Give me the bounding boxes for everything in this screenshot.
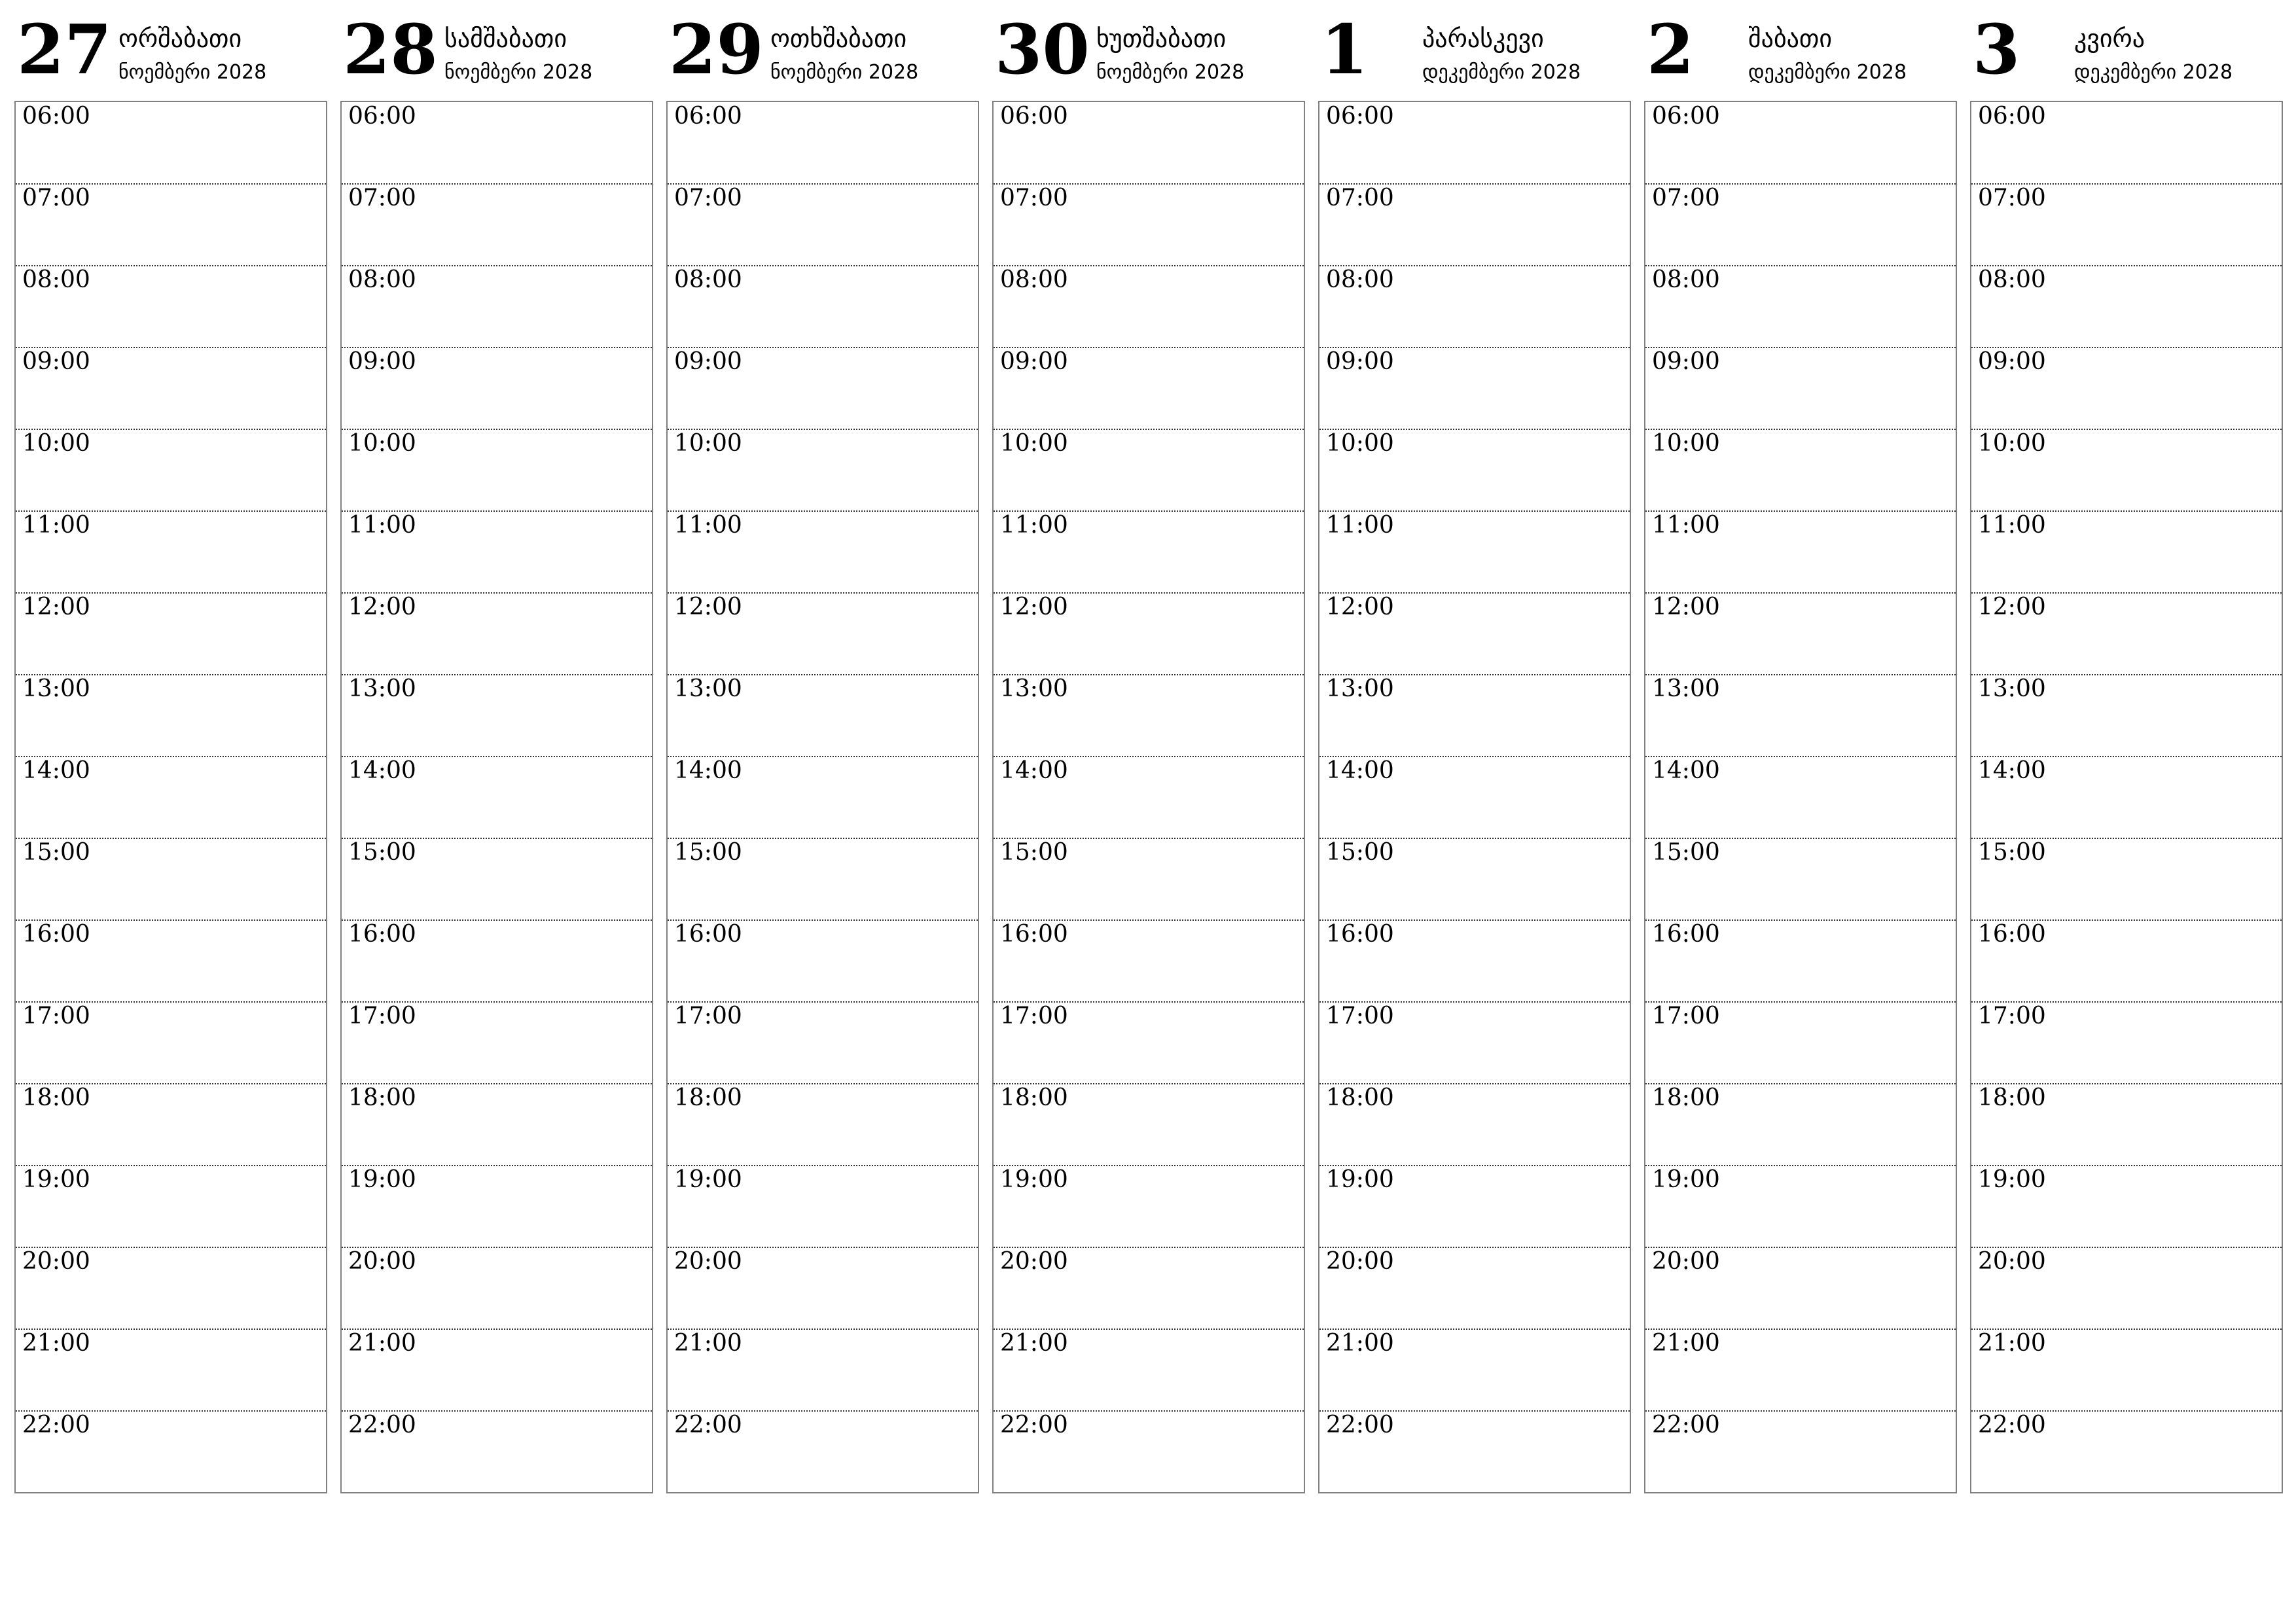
time-label: 12:00 bbox=[1652, 594, 1720, 620]
day-number: 27 bbox=[17, 9, 112, 90]
time-slot[interactable] bbox=[1645, 1002, 1956, 1084]
time-slot[interactable] bbox=[342, 1329, 652, 1412]
time-label: 11:00 bbox=[1978, 512, 2046, 539]
time-label: 06:00 bbox=[674, 103, 742, 130]
time-label: 14:00 bbox=[1978, 757, 2046, 784]
day-number: 2 bbox=[1647, 9, 1695, 90]
time-slot[interactable] bbox=[1971, 1247, 2282, 1330]
time-label: 20:00 bbox=[1978, 1248, 2046, 1275]
time-label: 07:00 bbox=[674, 185, 742, 211]
time-label: 08:00 bbox=[348, 266, 416, 293]
time-label: 10:00 bbox=[1978, 430, 2046, 457]
day-header bbox=[1318, 0, 1631, 98]
time-slot[interactable] bbox=[994, 511, 1304, 594]
time-label: 21:00 bbox=[674, 1330, 742, 1357]
time-slot[interactable] bbox=[1645, 1329, 1956, 1412]
time-label: 11:00 bbox=[1326, 512, 1394, 539]
time-label: 09:00 bbox=[1652, 348, 1720, 375]
time-label: 15:00 bbox=[674, 839, 742, 866]
time-label: 06:00 bbox=[22, 103, 90, 130]
time-slot[interactable] bbox=[342, 838, 652, 921]
time-label: 13:00 bbox=[348, 675, 416, 702]
time-label: 20:00 bbox=[22, 1248, 90, 1275]
time-slot[interactable] bbox=[994, 757, 1304, 839]
time-label: 06:00 bbox=[348, 103, 416, 130]
time-label: 12:00 bbox=[1326, 594, 1394, 620]
time-label: 22:00 bbox=[1326, 1412, 1394, 1438]
time-slot[interactable] bbox=[994, 1247, 1304, 1330]
time-label: 16:00 bbox=[22, 921, 90, 948]
month-year: დეკემბერი 2028 bbox=[1748, 61, 1907, 84]
time-label: 18:00 bbox=[1652, 1084, 1720, 1111]
time-label: 16:00 bbox=[1000, 921, 1068, 948]
time-slot[interactable] bbox=[668, 593, 978, 675]
time-slot[interactable] bbox=[1319, 1411, 1630, 1492]
time-slot[interactable] bbox=[342, 675, 652, 757]
time-label: 16:00 bbox=[348, 921, 416, 948]
time-slot[interactable] bbox=[668, 1084, 978, 1166]
day-header bbox=[340, 0, 653, 98]
time-slot[interactable] bbox=[668, 920, 978, 1003]
time-slot[interactable] bbox=[1645, 1166, 1956, 1248]
time-slot[interactable] bbox=[668, 757, 978, 839]
time-label: 08:00 bbox=[1652, 266, 1720, 293]
time-label: 13:00 bbox=[1000, 675, 1068, 702]
time-slot[interactable] bbox=[342, 1411, 652, 1492]
time-slot[interactable] bbox=[1319, 348, 1630, 430]
time-slot[interactable] bbox=[342, 348, 652, 430]
time-slot[interactable] bbox=[1971, 1329, 2282, 1412]
time-slot[interactable] bbox=[342, 920, 652, 1003]
time-label: 15:00 bbox=[1326, 839, 1394, 866]
time-slot[interactable] bbox=[994, 266, 1304, 348]
time-slot[interactable] bbox=[1319, 1166, 1630, 1248]
time-slot[interactable] bbox=[1645, 348, 1956, 430]
time-label: 09:00 bbox=[348, 348, 416, 375]
time-label: 08:00 bbox=[674, 266, 742, 293]
time-label: 16:00 bbox=[1978, 921, 2046, 948]
time-slot[interactable] bbox=[342, 1166, 652, 1248]
weekday-name: ოთხშაბათი bbox=[770, 24, 907, 53]
time-slot[interactable] bbox=[1971, 511, 2282, 594]
time-label: 20:00 bbox=[348, 1248, 416, 1275]
time-slot[interactable] bbox=[1645, 593, 1956, 675]
day-header bbox=[14, 0, 327, 98]
time-slot[interactable] bbox=[994, 1411, 1304, 1492]
time-slot[interactable] bbox=[994, 1329, 1304, 1412]
time-slot[interactable] bbox=[342, 593, 652, 675]
time-label: 11:00 bbox=[1652, 512, 1720, 539]
weekday-name: პარასკევი bbox=[1422, 24, 1544, 53]
time-slot[interactable] bbox=[1971, 838, 2282, 921]
day-header bbox=[1644, 0, 1957, 98]
time-label: 09:00 bbox=[1978, 348, 2046, 375]
month-year: ნოემბერი 2028 bbox=[118, 61, 267, 84]
time-label: 08:00 bbox=[1978, 266, 2046, 293]
time-label: 10:00 bbox=[674, 430, 742, 457]
time-label: 13:00 bbox=[22, 675, 90, 702]
time-label: 07:00 bbox=[348, 185, 416, 211]
time-slot[interactable] bbox=[1971, 1002, 2282, 1084]
time-slot[interactable] bbox=[1319, 920, 1630, 1003]
time-label: 07:00 bbox=[1652, 185, 1720, 211]
month-year: ნოემბერი 2028 bbox=[1096, 61, 1245, 84]
time-slot[interactable] bbox=[668, 675, 978, 757]
time-slot[interactable] bbox=[668, 838, 978, 921]
time-slot[interactable] bbox=[1645, 429, 1956, 512]
time-slot[interactable] bbox=[342, 1002, 652, 1084]
time-slot[interactable] bbox=[1971, 1166, 2282, 1248]
time-slot[interactable] bbox=[1645, 511, 1956, 594]
time-slot[interactable] bbox=[668, 348, 978, 430]
time-label: 16:00 bbox=[1652, 921, 1720, 948]
time-label: 19:00 bbox=[1652, 1166, 1720, 1193]
time-slot[interactable] bbox=[994, 1166, 1304, 1248]
time-label: 14:00 bbox=[1000, 757, 1068, 784]
time-label: 11:00 bbox=[348, 512, 416, 539]
time-slot[interactable] bbox=[1319, 102, 1630, 185]
time-slot[interactable] bbox=[668, 1166, 978, 1248]
time-label: 18:00 bbox=[1000, 1084, 1068, 1111]
time-slot[interactable] bbox=[1645, 1084, 1956, 1166]
time-slot[interactable] bbox=[1645, 102, 1956, 185]
day-header bbox=[1970, 0, 2283, 98]
time-slot[interactable] bbox=[16, 1166, 326, 1248]
time-label: 19:00 bbox=[1326, 1166, 1394, 1193]
time-slot[interactable] bbox=[342, 1247, 652, 1330]
time-label: 21:00 bbox=[1652, 1330, 1720, 1357]
time-label: 19:00 bbox=[674, 1166, 742, 1193]
time-label: 20:00 bbox=[1326, 1248, 1394, 1275]
schedule-box bbox=[1644, 101, 1957, 1493]
time-slot[interactable] bbox=[994, 593, 1304, 675]
time-slot[interactable] bbox=[994, 429, 1304, 512]
time-label: 22:00 bbox=[22, 1412, 90, 1438]
time-label: 07:00 bbox=[1000, 185, 1068, 211]
time-slot[interactable] bbox=[1645, 1247, 1956, 1330]
time-slot[interactable] bbox=[16, 593, 326, 675]
time-label: 17:00 bbox=[348, 1003, 416, 1029]
time-slot[interactable] bbox=[668, 511, 978, 594]
time-label: 20:00 bbox=[1652, 1248, 1720, 1275]
time-label: 07:00 bbox=[1326, 185, 1394, 211]
time-slot[interactable] bbox=[1319, 1329, 1630, 1412]
time-label: 12:00 bbox=[348, 594, 416, 620]
time-slot[interactable] bbox=[1319, 429, 1630, 512]
time-label: 15:00 bbox=[22, 839, 90, 866]
time-label: 16:00 bbox=[1326, 921, 1394, 948]
time-label: 17:00 bbox=[1000, 1003, 1068, 1029]
time-slot[interactable] bbox=[1319, 593, 1630, 675]
time-label: 15:00 bbox=[348, 839, 416, 866]
weekday-name: სამშაბათი bbox=[444, 24, 567, 53]
time-slot[interactable] bbox=[342, 1084, 652, 1166]
time-label: 17:00 bbox=[1326, 1003, 1394, 1029]
time-slot[interactable] bbox=[1319, 1247, 1630, 1330]
time-slot[interactable] bbox=[1971, 102, 2282, 185]
time-label: 14:00 bbox=[674, 757, 742, 784]
time-slot[interactable] bbox=[994, 675, 1304, 757]
time-slot[interactable] bbox=[1319, 1084, 1630, 1166]
time-slot[interactable] bbox=[16, 675, 326, 757]
time-label: 12:00 bbox=[1978, 594, 2046, 620]
time-slot[interactable] bbox=[1645, 266, 1956, 348]
time-label: 13:00 bbox=[674, 675, 742, 702]
time-label: 10:00 bbox=[1652, 430, 1720, 457]
time-slot[interactable] bbox=[994, 102, 1304, 185]
time-label: 08:00 bbox=[1000, 266, 1068, 293]
day-number: 3 bbox=[1973, 9, 2020, 90]
time-slot[interactable] bbox=[342, 511, 652, 594]
time-label: 09:00 bbox=[1000, 348, 1068, 375]
time-slot[interactable] bbox=[668, 102, 978, 185]
time-label: 22:00 bbox=[1000, 1412, 1068, 1438]
time-slot[interactable] bbox=[16, 266, 326, 348]
time-slot[interactable] bbox=[668, 1002, 978, 1084]
schedule-box bbox=[1318, 101, 1631, 1493]
time-slot[interactable] bbox=[1319, 1002, 1630, 1084]
time-slot[interactable] bbox=[1319, 675, 1630, 757]
time-slot[interactable] bbox=[342, 102, 652, 185]
time-slot[interactable] bbox=[342, 184, 652, 266]
time-slot[interactable] bbox=[1971, 1411, 2282, 1492]
time-slot[interactable] bbox=[1319, 838, 1630, 921]
time-slot[interactable] bbox=[1971, 757, 2282, 839]
time-slot[interactable] bbox=[1645, 920, 1956, 1003]
time-slot[interactable] bbox=[1645, 675, 1956, 757]
time-slot[interactable] bbox=[1645, 1411, 1956, 1492]
schedule-box bbox=[1970, 101, 2283, 1493]
time-slot[interactable] bbox=[994, 920, 1304, 1003]
time-label: 17:00 bbox=[1978, 1003, 2046, 1029]
time-slot[interactable] bbox=[1645, 184, 1956, 266]
time-label: 21:00 bbox=[1978, 1330, 2046, 1357]
time-slot[interactable] bbox=[16, 757, 326, 839]
time-label: 19:00 bbox=[348, 1166, 416, 1193]
time-label: 18:00 bbox=[1978, 1084, 2046, 1111]
time-slot[interactable] bbox=[16, 184, 326, 266]
time-label: 06:00 bbox=[1000, 103, 1068, 130]
day-number: 1 bbox=[1321, 9, 1369, 90]
time-slot[interactable] bbox=[16, 1002, 326, 1084]
time-label: 13:00 bbox=[1978, 675, 2046, 702]
time-slot[interactable] bbox=[994, 348, 1304, 430]
time-label: 06:00 bbox=[1978, 103, 2046, 130]
time-label: 11:00 bbox=[674, 512, 742, 539]
time-label: 14:00 bbox=[22, 757, 90, 784]
schedule-box bbox=[992, 101, 1305, 1493]
time-slot[interactable] bbox=[1971, 429, 2282, 512]
time-label: 10:00 bbox=[348, 430, 416, 457]
weekday-name: ხუთშაბათი bbox=[1096, 24, 1227, 53]
time-slot[interactable] bbox=[1971, 266, 2282, 348]
weekday-name: ორშაბათი bbox=[118, 24, 242, 53]
time-label: 12:00 bbox=[1000, 594, 1068, 620]
time-label: 15:00 bbox=[1652, 839, 1720, 866]
time-label: 22:00 bbox=[1978, 1412, 2046, 1438]
time-slot[interactable] bbox=[1645, 757, 1956, 839]
time-label: 08:00 bbox=[22, 266, 90, 293]
time-slot[interactable] bbox=[342, 429, 652, 512]
time-label: 07:00 bbox=[1978, 185, 2046, 211]
time-slot[interactable] bbox=[1971, 184, 2282, 266]
time-label: 12:00 bbox=[674, 594, 742, 620]
time-label: 09:00 bbox=[674, 348, 742, 375]
schedule-box bbox=[340, 101, 653, 1493]
time-slot[interactable] bbox=[668, 1247, 978, 1330]
time-slot[interactable] bbox=[994, 838, 1304, 921]
time-label: 18:00 bbox=[22, 1084, 90, 1111]
time-slot[interactable] bbox=[342, 266, 652, 348]
time-slot[interactable] bbox=[16, 348, 326, 430]
time-label: 22:00 bbox=[674, 1412, 742, 1438]
time-label: 14:00 bbox=[1652, 757, 1720, 784]
time-slot[interactable] bbox=[668, 1411, 978, 1492]
time-label: 10:00 bbox=[22, 430, 90, 457]
time-label: 13:00 bbox=[1652, 675, 1720, 702]
time-label: 06:00 bbox=[1326, 103, 1394, 130]
time-slot[interactable] bbox=[16, 920, 326, 1003]
time-label: 10:00 bbox=[1326, 430, 1394, 457]
time-label: 16:00 bbox=[674, 921, 742, 948]
time-slot[interactable] bbox=[994, 184, 1304, 266]
time-label: 19:00 bbox=[22, 1166, 90, 1193]
time-slot[interactable] bbox=[16, 511, 326, 594]
time-slot[interactable] bbox=[1971, 675, 2282, 757]
time-label: 06:00 bbox=[1652, 103, 1720, 130]
time-slot[interactable] bbox=[16, 102, 326, 185]
time-slot[interactable] bbox=[16, 1084, 326, 1166]
time-label: 22:00 bbox=[348, 1412, 416, 1438]
time-label: 18:00 bbox=[1326, 1084, 1394, 1111]
time-label: 07:00 bbox=[22, 185, 90, 211]
time-label: 18:00 bbox=[348, 1084, 416, 1111]
time-label: 09:00 bbox=[22, 348, 90, 375]
time-label: 10:00 bbox=[1000, 430, 1068, 457]
day-header bbox=[992, 0, 1305, 98]
day-number: 29 bbox=[669, 9, 764, 90]
time-label: 21:00 bbox=[1326, 1330, 1394, 1357]
time-label: 20:00 bbox=[1000, 1248, 1068, 1275]
time-label: 13:00 bbox=[1326, 675, 1394, 702]
time-slot[interactable] bbox=[1971, 1084, 2282, 1166]
month-year: ნოემბერი 2028 bbox=[770, 61, 919, 84]
time-slot[interactable] bbox=[994, 1002, 1304, 1084]
time-slot[interactable] bbox=[1971, 920, 2282, 1003]
time-slot[interactable] bbox=[1319, 757, 1630, 839]
time-label: 21:00 bbox=[22, 1330, 90, 1357]
time-slot[interactable] bbox=[342, 757, 652, 839]
time-label: 20:00 bbox=[674, 1248, 742, 1275]
time-label: 18:00 bbox=[674, 1084, 742, 1111]
time-label: 15:00 bbox=[1000, 839, 1068, 866]
time-slot[interactable] bbox=[1319, 266, 1630, 348]
time-label: 15:00 bbox=[1978, 839, 2046, 866]
time-label: 21:00 bbox=[348, 1330, 416, 1357]
time-label: 19:00 bbox=[1978, 1166, 2046, 1193]
time-slot[interactable] bbox=[16, 429, 326, 512]
time-slot[interactable] bbox=[16, 1247, 326, 1330]
time-slot[interactable] bbox=[668, 1329, 978, 1412]
time-label: 21:00 bbox=[1000, 1330, 1068, 1357]
time-slot[interactable] bbox=[1319, 511, 1630, 594]
time-label: 09:00 bbox=[1326, 348, 1394, 375]
time-label: 19:00 bbox=[1000, 1166, 1068, 1193]
schedule-box bbox=[666, 101, 979, 1493]
time-slot[interactable] bbox=[668, 429, 978, 512]
time-slot[interactable] bbox=[16, 1411, 326, 1492]
time-label: 17:00 bbox=[1652, 1003, 1720, 1029]
time-label: 11:00 bbox=[1000, 512, 1068, 539]
weekday-name: შაბათი bbox=[1748, 24, 1833, 53]
month-year: დეკემბერი 2028 bbox=[2074, 61, 2233, 84]
month-year: ნოემბერი 2028 bbox=[444, 61, 593, 84]
time-label: 11:00 bbox=[22, 512, 90, 539]
time-slot[interactable] bbox=[1971, 348, 2282, 430]
time-slot[interactable] bbox=[668, 266, 978, 348]
time-slot[interactable] bbox=[668, 184, 978, 266]
time-label: 12:00 bbox=[22, 594, 90, 620]
time-label: 22:00 bbox=[1652, 1412, 1720, 1438]
day-number: 28 bbox=[343, 9, 438, 90]
day-header bbox=[666, 0, 979, 98]
time-slot[interactable] bbox=[1319, 184, 1630, 266]
time-slot[interactable] bbox=[1971, 593, 2282, 675]
day-number: 30 bbox=[995, 9, 1090, 90]
time-slot[interactable] bbox=[1645, 838, 1956, 921]
time-label: 17:00 bbox=[22, 1003, 90, 1029]
schedule-box bbox=[14, 101, 327, 1493]
time-slot[interactable] bbox=[16, 1329, 326, 1412]
time-label: 14:00 bbox=[1326, 757, 1394, 784]
weekday-name: კვირა bbox=[2074, 24, 2145, 53]
time-slot[interactable] bbox=[994, 1084, 1304, 1166]
time-label: 08:00 bbox=[1326, 266, 1394, 293]
time-label: 17:00 bbox=[674, 1003, 742, 1029]
time-slot[interactable] bbox=[16, 838, 326, 921]
month-year: დეკემბერი 2028 bbox=[1422, 61, 1581, 84]
time-label: 14:00 bbox=[348, 757, 416, 784]
